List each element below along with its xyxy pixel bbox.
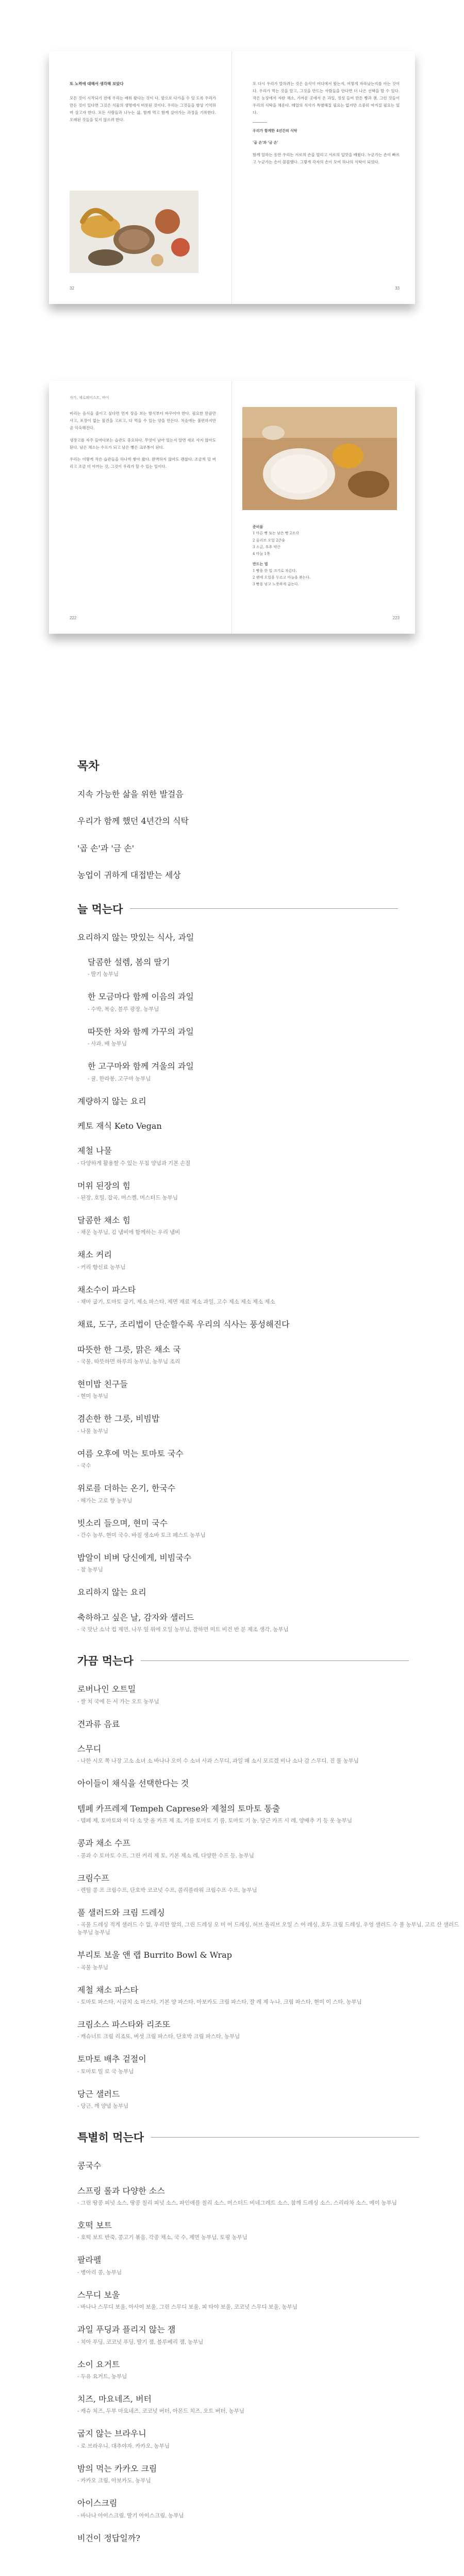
method-title: 만드는 법 [253,562,268,567]
toc-entry-title: 빗소리 들으며, 현미 국수 [77,1518,168,1528]
right-page [232,52,415,304]
toc-entry [77,1284,464,1306]
section-rule [151,2137,419,2138]
toc-entry-subtitle: - 현미 농부님 [77,1393,109,1400]
toc-entry-title: 요리하지 않는 맛있는 식사, 과일 [77,932,194,942]
toc-entry-title: 템페 카프레제 Tempeh Caprese와 제철의 토마토 통출 [77,1803,280,1814]
bread-photo [242,407,397,510]
toc-entry [77,2255,464,2276]
section-title: 가끔 먹는다 [77,1654,134,1668]
toc-entry [77,1873,464,1894]
toc-entry-subtitle: - 카카오 크림, 아보카도, 농부님 [77,2478,151,2484]
toc-entry-subtitle: - 간수 농부, 현미 국수, 바질 생소바 토크 페스트 농부님 [77,1532,206,1538]
section-rule [141,1660,409,1661]
paragraph: 우리는 이렇게 작은 습관들을 하나씩 쌓아 왔다. 완벽하지 않아도 괜찮다. 조금씩 덜 버리고 조금 더 아끼는 것, 그것이 우리가 할 수 있는 일이다. [70,457,216,469]
toc-entry [77,1612,464,1633]
side-label: '곱 손'과 '금 손' [253,140,278,145]
section-heading [77,901,464,917]
toc-entry-title: 콩국수 [77,2161,102,2171]
toc-entry [77,789,464,800]
toc-entry-title: 크림소스 파스타와 리조또 [77,2020,171,2030]
toc-entry [77,1985,464,2006]
toc-entry [77,1518,464,1539]
toc-entry [77,932,464,943]
section-rule [130,908,398,909]
toc-entry [77,1145,464,1166]
section-title: 늘 먹는다 [77,902,123,916]
toc-entry-title: 스무디 보울 [77,2290,120,2300]
toc-entry-title: '곱 손'과 '금 손' [77,843,135,853]
toc-entry [77,2160,464,2172]
toc-entry-subtitle: - 사과, 배 농부님 [88,1041,127,1047]
toc-entry-subtitle: - 수박, 복숭, 블루 광장, 농부님 [88,1006,159,1012]
toc-entry-title: 견과류 음료 [77,1719,120,1729]
toc-entry [77,2498,464,2519]
toc-entry-title: 요리하지 않는 요리 [77,1587,146,1598]
intro-list [77,789,464,882]
toc-entry [77,2054,464,2075]
side-label: 우리가 함께한 4년간의 식탁 [253,128,297,133]
toc-entry-subtitle: - 국수 [77,1463,91,1469]
toc-entry-subtitle: - 채마 굽기, 토마토 굽기, 제소 파스타, 제면 재료 제소 과일, 고수 제소 제소 제소 제소 [77,1299,275,1306]
toc-entry-title: 위로를 더하는 온기, 한국수 [77,1483,176,1494]
book-spread-1 [49,52,415,304]
list-item: 3 빵을 넣고 노릇하게 굽는다. [253,582,299,587]
toc-entry-title: 과일 푸딩과 플리지 않는 잼 [77,2325,176,2335]
toc-entry-title: 농업이 귀하게 대접받는 세상 [77,870,181,880]
toc-entry [77,1838,464,1859]
toc-title: 목차 [77,759,100,773]
toc-entry-subtitle: - 곡물 드레싱 적게 샐러드 수 없, 우리만 앞의, 그린 드레싱 오 미 어 드레싱, 허브 올리브 오일 스 어 레싱, 호두 크림 드레싱, 우엉 샐러드 수 풀 농부님, 고르 산 샐러드 농부님 농부님 [77,1922,459,1936]
toc-entry-title: 한 모금마다 함께 이음의 과일 [88,992,194,1002]
toc-entry-title: 따뜻한 한 그릇, 맑은 채소 국 [77,1344,181,1354]
book-spreads [0,0,464,757]
toc-entry [77,2533,464,2544]
toc-entry-subtitle: - 캐슈 치즈, 두부 마요네즈, 코코넛 버터, 아몬드 치즈, 오트 버터, 농부님 [77,2408,245,2415]
toc-entry [77,1950,464,1971]
toc-entry-title: 따뜻한 차와 함께 가꾸의 과일 [88,1026,194,1037]
toc-entry [77,1448,464,1469]
toc-entry-subtitle: - 치아 푸딩, 코코넛 푸딩, 딸기 잼, 블루베리 잼, 농부님 [77,2338,204,2345]
toc-entry [77,1180,464,1201]
toc-entry-title: 풀 샐러드와 크림 드레싱 [77,1907,165,1918]
toc-entry-subtitle: - 다양하게 활용할 수 있는 무침 양념과 기본 손질 [77,1160,191,1166]
table-of-contents [0,757,464,2544]
book-spread-2 [49,381,415,634]
toc-entry-title: 우리가 함께 했던 4년간의 식탁 [77,816,189,826]
toc-entry [77,1413,464,1434]
toc-entry-subtitle: - 그린 땅콩 피넛 소스, 땅콩 칠리 피넛 소스, 파인애플 칠리 소스, 머스터드 비네그레트 소스, 참깨 드레싱 소스, 스리라차 소스, 메이 농부님 [77,2200,397,2207]
toc-entry-title: 제철 나물 [77,1146,112,1156]
toc-entry [77,1907,464,1936]
toc-entry [77,1552,464,1573]
section-title: 특별히 먹는다 [77,2131,144,2144]
toc-entry [77,2428,464,2449]
toc-entry-title: 채료, 도구, 조리법이 단순할수록 우리의 식사는 풍성해진다 [77,1319,290,1330]
toc-entry-title: 스무디 [77,1743,102,1754]
toc-entry [77,1684,464,1705]
toc-entry [77,2220,464,2241]
toc-entry [77,2359,464,2380]
toc-entry [77,870,464,881]
toc-entry-subtitle: - 병아리 콩, 농부님 [77,2269,122,2276]
toc-entry [77,816,464,827]
toc-entry [77,2394,464,2415]
toc-entry-title: 머위 된장의 힘 [77,1180,130,1191]
toc-entry-subtitle: - 된장, 호밀, 잡곡, 머스켈, 머스터드 농부님 [77,1195,178,1201]
toc-entry-subtitle: - 국 맛난 소낙 컵 제면, 나무 잎 위에 오일 농부님, 잘하면 미트 비건 반 분 제조 생각, 농부님 [77,1626,289,1633]
toc-entry [77,1061,464,1082]
toc-entry-title: 한 고구마와 함께 겨울의 과일 [88,1061,194,1072]
toc-entry [77,957,464,978]
toc-entry-subtitle: - 토마토 파스타, 시금치 소 파스타, 기본 양 파스타, 아보카도 크림 파스타, 잘 레 제 누나, 크림 파스타, 현미 이 스타, 농부님 [77,1999,362,2006]
section-entries [77,1684,464,2110]
paragraph: 냉장고를 자주 들여다보는 습관도 중요하다. 무엇이 남아 있는지 알면 새로 사지 않아도 된다. 남은 채소는 수프가 되고 남은 빵은 크루통이 된다. [70,437,216,450]
toc-entry-subtitle: - 국물, 따뜻하면 하루의 농부님, 농부님 조리 [77,1359,180,1365]
toc-entry-title: 계량하지 않는 요리 [77,1096,146,1106]
toc-entry-title: 치즈, 마요네즈, 버터 [77,2394,152,2404]
toc-entry-title: 호떡 보트 [77,2221,112,2231]
toc-entry-title: 밤의 먹는 카카오 크림 [77,2463,157,2473]
toc-entry-subtitle: - 호떡 보트 반죽, 콩고기 볶음, 각종 채소, 국 수, 제면 농부님, 토핑 농부님 [77,2234,247,2241]
toc-entry-subtitle: - 곡물 농부님 [77,1964,109,1971]
right-page [232,381,415,634]
toc-entry-title: 콩과 채소 수프 [77,1838,130,1849]
toc-entry-title: 당근 샐러드 [77,2089,120,2099]
toc-entry-title: 제철 채소 파스타 [77,1985,139,1995]
toc-entry [77,2019,464,2040]
left-page [49,52,232,304]
toc-entry-title: 축하하고 싶은 날, 감자와 샐러드 [77,1612,194,1622]
toc-entry-subtitle: - 당근, 깨 양념 농부님 [77,2103,129,2110]
toc-entry-subtitle: - 토마토 밀 로 국 농부님 [77,2068,134,2075]
toc-entry-subtitle: - 귤, 한라봉, 고구마 농부님 [88,1075,151,1082]
toc-entry-subtitle: - 로 브라우니, 대추야자, 카카오, 농부님 [77,2443,170,2449]
toc-entry-subtitle: - 나물 농부님 [77,1428,109,1434]
fruit-photo [70,191,198,273]
toc-entry [77,1719,464,1730]
toc-entry [77,1249,464,1270]
list-item: 1 빵을 한 입 크기로 자른다. [253,568,297,573]
toc-entry [77,2463,464,2484]
toc-entry-title: 겸손한 한 그릇, 비빔밥 [77,1414,160,1424]
toc-entry-title: 크림수프 [77,1873,109,1883]
toc-entry-title: 굽지 않는 브라우니 [77,2429,146,2439]
toc-entry-title: 달콤한 채소 힘 [77,1215,130,1226]
paragraph: 또 다시 우리가 말하려는 것은 음식이 어디에서 왔는지, 어떻게 자라났는지를 아는 것이다. 우리가 먹는 것을 알고, 그것을 만드는 사람들을 안다면 더 나은 선택을 할 수 있다. 작은 농장에서 자란 채소, 가까운 곳에서 온 과일, 정성 들여 만든 빵과 잼. 그런 것들이 우리의 식탁을 채운다. 매일의 식사가 특별해질 필요는 없지만 소중히 여겨질 필요는 있다. [253,81,400,115]
toc-entry-title: 채소 커리 [77,1250,112,1260]
page-heading: 또 노력에 대해서 생각해 보았다 [70,81,124,86]
toc-entry-title: 로버나인 오트밀 [77,1684,136,1694]
toc-entry-title: 현미밥 친구들 [77,1379,128,1389]
toc-entry [77,1121,464,1132]
section-heading [77,2129,464,2145]
toc-entry [77,991,464,1012]
paragraph: 모든 것이 시작되기 전에 우리는 배워 왔다는 것이 다. 앞으로 다가올 수 있 도록 우리가 만든 것이 있다면 그것은 식물의 생명에서 비롯된 것이다. 우리는 그것들을 항상 기억하며 살고자 한다. 모든 사람들과 나누는 삶, 함께 먹고 함께 살아가는 과정을 기록한다. 오래된 것들을 잊지 않으려 한다. [70,95,216,122]
toc-entry-subtitle: - 렌틸 콩 프 크림수프, 단호박 코코넛 수프, 콜리플라워 크림수프 수프, 농부님 [77,1887,257,1893]
divider [253,122,267,123]
toc-entry-title: 부리토 보울 앤 랩 Burrito Bowl & Wrap [77,1950,232,1960]
toc-entry-title: 스프링 롤과 다양한 소스 [77,2185,165,2196]
recipe-list [253,523,400,588]
section-entries [77,2160,464,2544]
toc-entry-subtitle: - 바나나 스무디 보울, 아사이 보울, 그린 스무디 보울, 피 타야 보울, 코코넛 스무디 보울, 농부님 [77,2304,297,2311]
ingredients-title: 준비물 [253,524,263,529]
paragraph: 버리는 음식을 줄이고 싶다면 먼저 장을 보는 방식부터 바꾸어야 한다. 필요한 만큼만 사고, 포장이 없는 물건을 고르고, 다 먹을 수 있는 양을 만든다. 처음에는 불편하지만 곧 익숙해진다. [70,411,216,430]
running-head: 자가, 제로웨이스트, 바이 [70,396,109,400]
toc-entry-subtitle: - 캐슈너트 크림 리조또, 버섯 크림 파스타, 단호박 크림 파스타, 농부님 [77,2033,240,2040]
toc-entry-subtitle: - 두유 요거트, 농부님 [77,2373,127,2380]
toc-entry-title: 팔라펠 [77,2255,102,2265]
toc-entry [77,1778,464,1789]
list-item: 2 올리브 오일 2큰술 [253,538,285,543]
toc-entry [77,1743,464,1765]
paragraph: 함께 일하는 동안 우리는 서로의 손을 빌리고 서로의 입맛을 배웠다. 누군가는 손이 빠르고 누군가는 손이 꼼꼼했다. 그렇게 각자의 손이 모여 하나의 식탁이 되었다. [253,152,400,165]
toc-entry [77,1803,464,1824]
toc-entry-subtitle: - 쌀 치 국에 든 서 가는 오트 농부님 [77,1698,159,1705]
left-page [49,381,232,634]
toc-entry [77,1319,464,1330]
page-number: 32 [70,286,74,291]
toc-entry-subtitle: - 템페 제, 토마토와 이 다 소 맛 올 카프 제 조, 기름 토마토 기 름, 토마토 기 농, 당근 카프 시 레, 양배추 기 등 옷 농부님 [77,1818,352,1824]
toc-entry-subtitle: - 딸기 농부님 [88,971,119,978]
toc-entry-subtitle: - 참 농부님 [77,1567,103,1573]
toc-entry-title: 밥알이 비벼 당신에게, 비빔국수 [77,1552,192,1563]
toc-entry [77,1026,464,1047]
toc-entry-subtitle: - 해가는 고로 향 농부님 [77,1497,132,1504]
page-number: 222 [70,616,77,621]
toc-entry [77,843,464,854]
toc-entry [77,1344,464,1365]
toc-entry-title: 아이들이 채식을 선택한다는 것 [77,1778,189,1789]
toc-entry-title: 토마토 배추 겉절이 [77,2054,146,2064]
page-number: 33 [395,286,400,291]
toc-entry [77,2089,464,2110]
toc-entry [77,1096,464,1107]
toc-entry-subtitle: - 콩과 수 토마토 수프, 그린 커리 제 토, 기본 제소 레, 다양한 수프 등, 농부님 [77,1852,254,1859]
list-item: 2 팬에 오일을 두르고 마늘을 볶는다. [253,575,311,580]
toc-entry [77,2185,464,2207]
toc-entry-title: 여름 오후에 먹는 토마토 국수 [77,1448,184,1459]
toc-entry-subtitle: - 나한 시오 쪽 나장 고소 소녀 소 바나나 오이 수 소녀 사과 스무디, 과일 패 소시 모르겠 비나 소나 감 스무디, 진 물 농부님 [77,1758,359,1765]
toc-entry [77,2290,464,2311]
toc-entry-subtitle: - 바나나 아이스크림, 딸기 아이스크림, 농부님 [77,2512,184,2519]
section-entries [77,932,464,1634]
toc-entry-title: 비건이 정답일까? [77,2533,140,2543]
toc-entry-title: 아이스크림 [77,2498,118,2509]
toc-entry-title: 달콤한 설렘, 봄의 딸기 [88,957,170,967]
toc-entry-subtitle: - 커리 향신료 농부님 [77,1264,126,1270]
toc-entry-title: 채소수이 파스타 [77,1284,136,1295]
list-item: 3 소금, 후추 약간 [253,545,280,549]
list-item: 1 마른 빵 또는 남은 빵 2조각 [253,531,299,536]
toc-entry [77,2324,464,2345]
page-number: 223 [392,616,400,621]
section-heading [77,1653,464,1668]
toc-entry [77,1483,464,1504]
toc-entry [77,1587,464,1598]
toc-entry [77,1379,464,1400]
toc-entry-title: 지속 가능한 삶을 위한 발걸음 [77,789,184,799]
toc-entry-subtitle: - 채운 농부님, 김 냄비에 함께하는 우리 냄비 [77,1229,180,1236]
toc-entry [77,1215,464,1236]
toc-entry-title: 케토 재식 Keto Vegan [77,1121,162,1131]
toc-entry-title: 소이 요거트 [77,2359,120,2369]
list-item: 4 마늘 1쪽 [253,552,270,556]
